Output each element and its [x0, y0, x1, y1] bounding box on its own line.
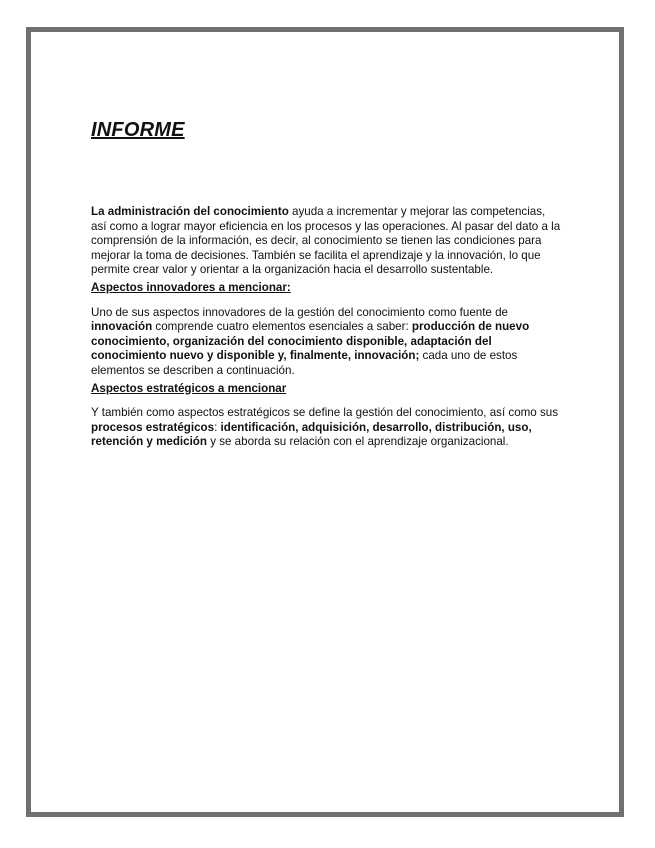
innovadores-bold-a: innovación	[91, 320, 153, 334]
document-body	[91, 118, 561, 450]
section-heading-innovadores	[91, 281, 561, 296]
intro-lead-bold: La administración del conocimiento	[91, 205, 289, 218]
estrategicos-text-a: Y también como aspectos estratégicos se define la gestión del conocimiento, así como sus	[91, 406, 559, 420]
section-heading-innovadores-text: Aspectos innovadores a mencionar	[91, 280, 287, 294]
innovadores-text-b: comprende cuatro elementos esenciales a saber:	[152, 320, 412, 334]
section-heading-estrategicos	[91, 382, 561, 397]
innovadores-text-c: cada uno de estos elementos se describen a continuación.	[91, 349, 518, 377]
estrategicos-paragraph	[91, 406, 561, 450]
innovadores-bold-b: producción de nuevo conocimiento, organización del conocimiento disponible, adaptación del conocimiento nuevo y disponible y, finalmente, innovación;	[91, 320, 530, 363]
innovadores-paragraph	[91, 306, 561, 379]
document-title: INFORME	[91, 119, 185, 141]
innovadores-text-a: Uno de sus aspectos innovadores de la gestión del conocimiento como fuente de	[91, 305, 508, 319]
intro-text: ayuda a incrementar y mejorar las competencias, así como a lograr mayor eficiencia en los procesos y las operaciones. Al pasar del dato a la comprensión de la información, es decir, al conocimiento se tienen las condiciones para mejorar la toma de decisiones. También se facilita el aprendizaje y la innovación, lo que permite crear valor y orientar a la organización hacia el desarrollo sustentable.	[91, 205, 561, 277]
intro-paragraph	[91, 205, 561, 278]
estrategicos-text-c: y se aborda su relación con el aprendizaje organizacional.	[206, 435, 509, 449]
estrategicos-bold-a: procesos estratégicos	[91, 420, 215, 434]
estrategicos-text-b: :	[214, 420, 221, 434]
section-heading-estrategicos-text: Aspectos estratégicos a mencionar	[91, 381, 287, 395]
section-heading-innovadores-suffix: :	[286, 280, 291, 294]
estrategicos-bold-b: identificación, adquisición, desarrollo, distribución, uso, retención y medición	[91, 420, 532, 449]
